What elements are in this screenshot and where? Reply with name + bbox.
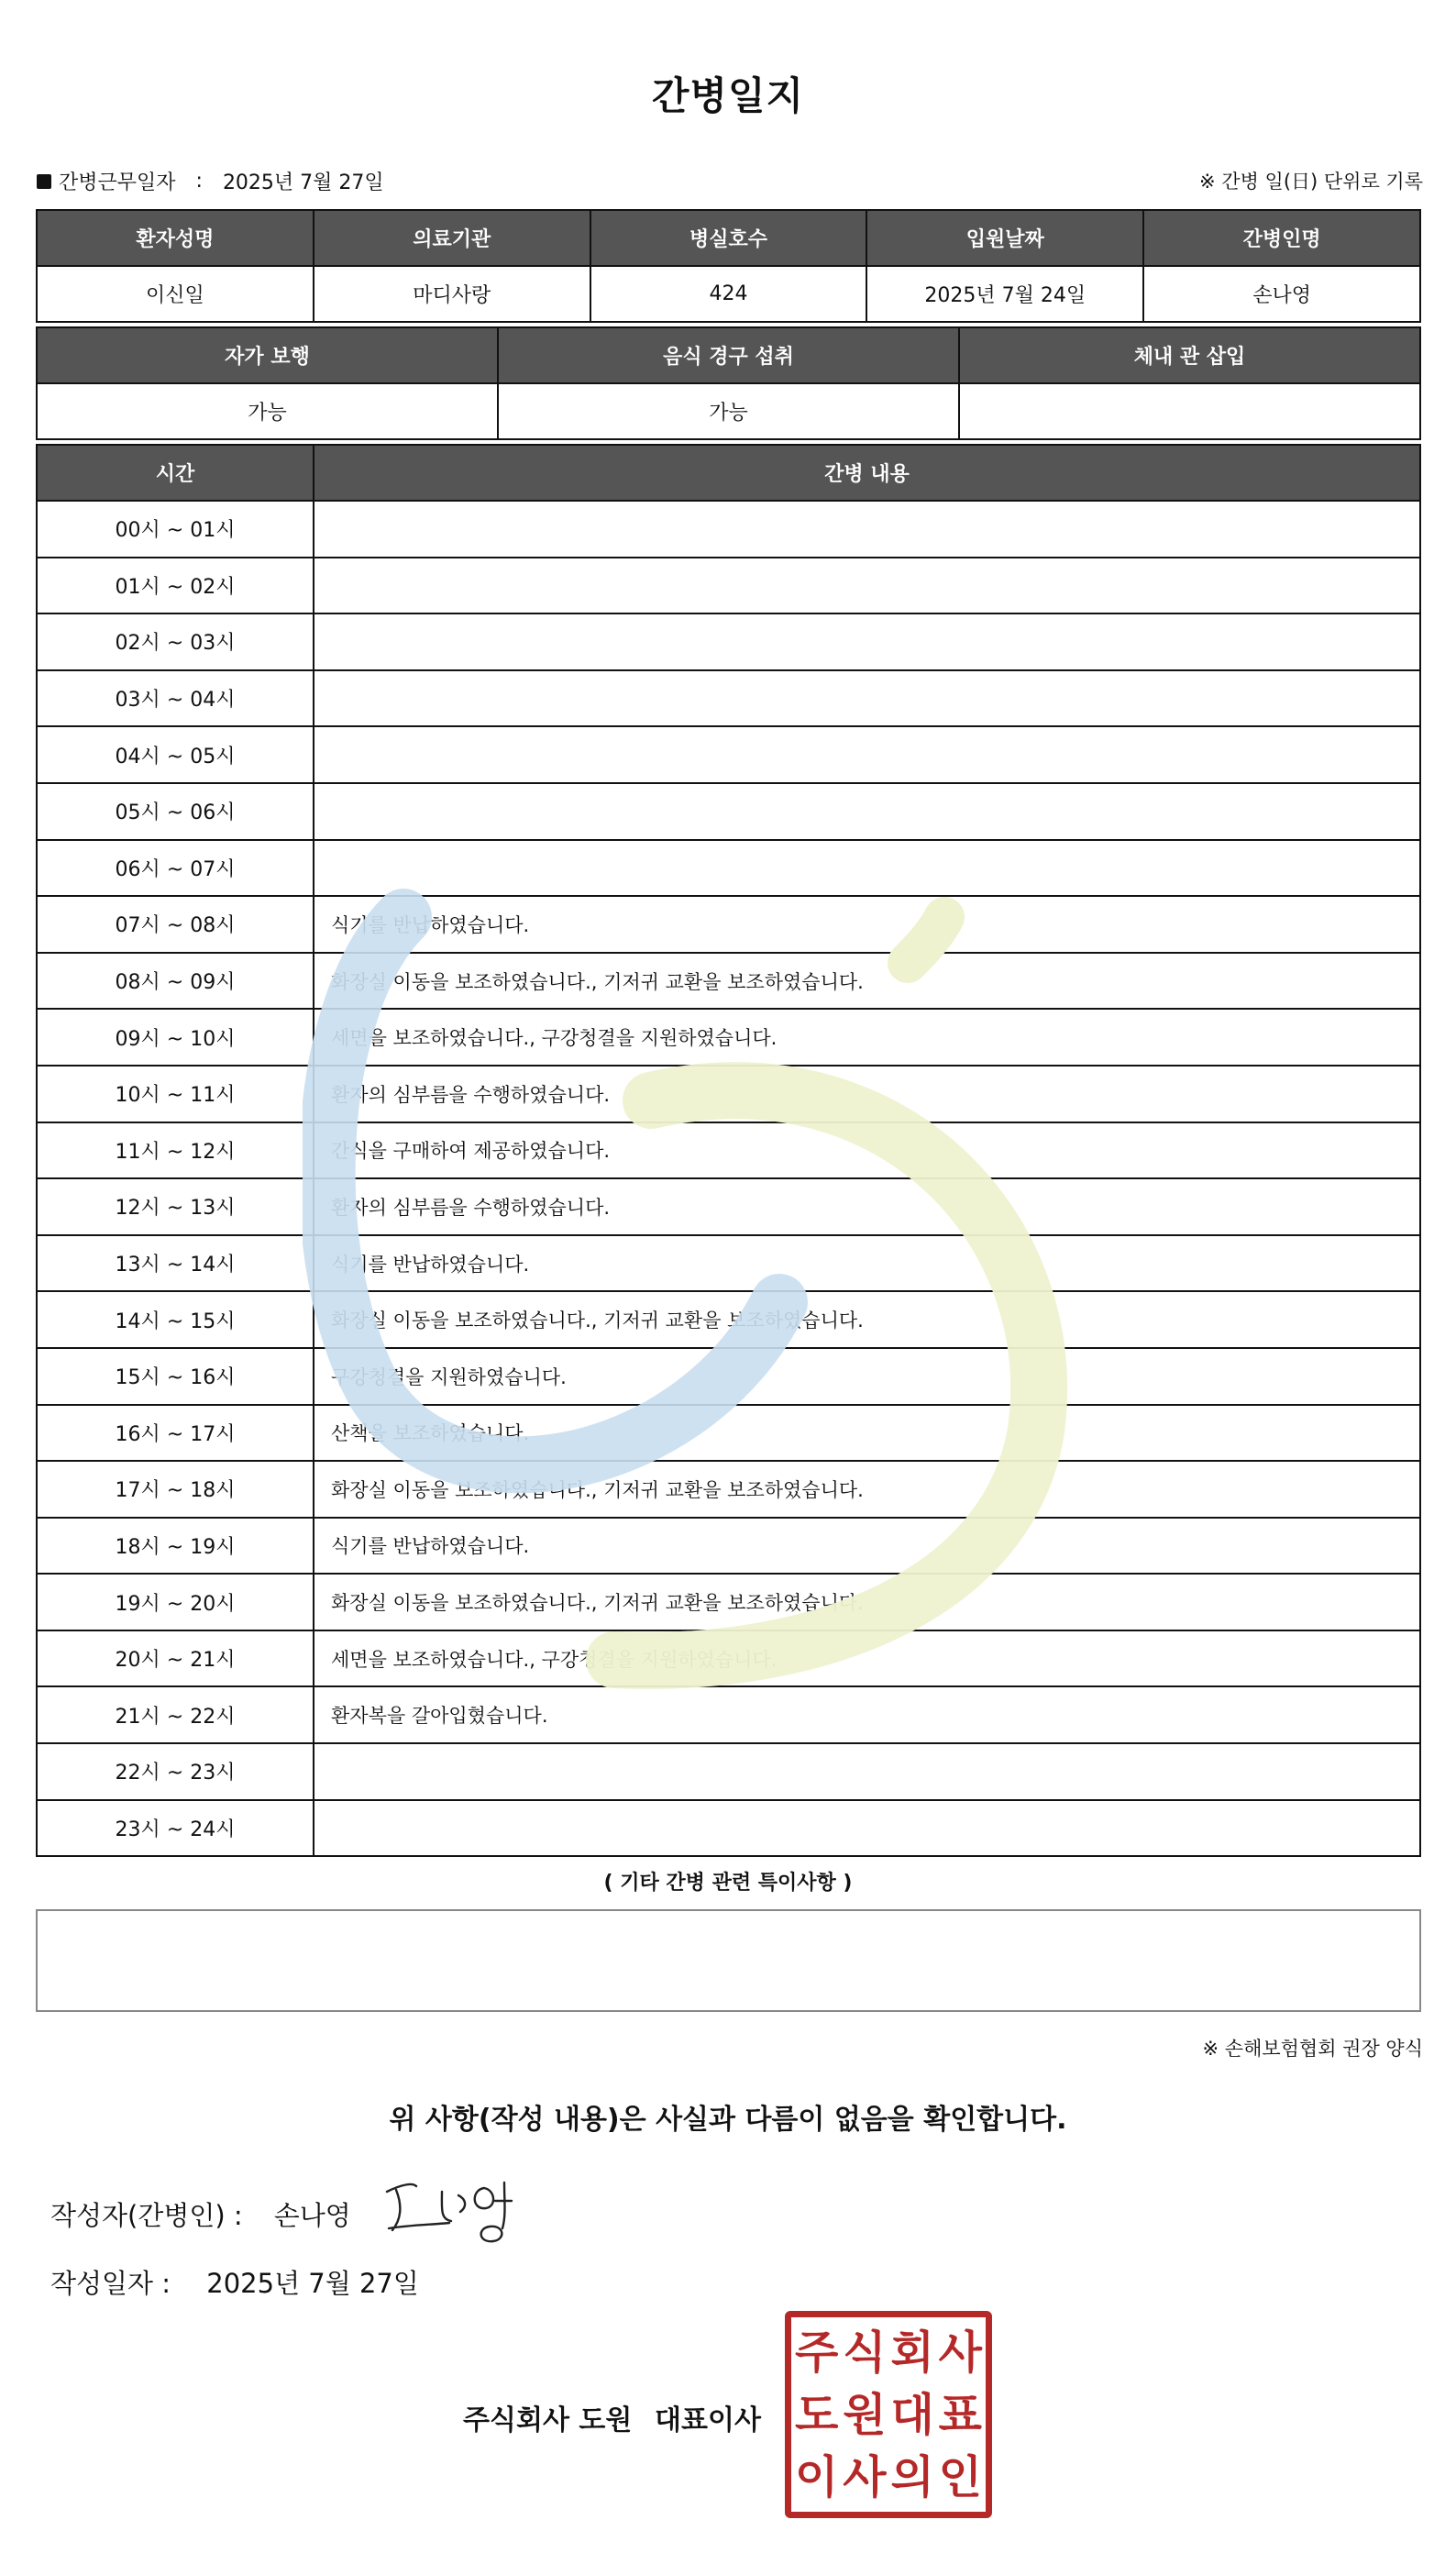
log-row [37,896,1420,953]
log-header-content: 간병 내용 [314,445,1420,501]
company-seal-stamp [785,2311,992,2518]
status-oral-intake: 가능 [498,383,959,439]
log-content [314,1800,1420,1857]
remarks-box [36,1909,1421,2012]
log-time: 13시 ~ 14시 [37,1235,314,1292]
company-name: 주식회사 도원 [463,2404,633,2437]
info-value-row [37,266,1420,322]
log-time: 06시 ~ 07시 [37,840,314,897]
log-row [37,1178,1420,1235]
log-row [37,1630,1420,1687]
log-time: 08시 ~ 09시 [37,953,314,1010]
log-row [37,1743,1420,1800]
log-row [37,953,1420,1010]
log-row [37,1066,1420,1122]
log-time: 20시 ~ 21시 [37,1630,314,1687]
log-content: 산책을 보조하였습니다. [314,1405,1420,1462]
work-date-separator: : [195,170,203,193]
log-time: 18시 ~ 19시 [37,1518,314,1575]
log-row [37,613,1420,670]
patient-info-table [36,209,1421,323]
seal-character: 이 [795,2450,839,2503]
seal-character: 인 [938,2450,982,2503]
seal-character: 원 [843,2388,887,2441]
log-content: 식기를 반납하였습니다. [314,1518,1420,1575]
log-time: 23시 ~ 24시 [37,1800,314,1857]
log-row [37,670,1420,727]
log-time: 17시 ~ 18시 [37,1461,314,1518]
seal-character: 도 [795,2388,839,2441]
log-row [37,1348,1420,1405]
log-time: 16시 ~ 17시 [37,1405,314,1462]
remarks-title: ( 기타 간병 관련 특이사항 ) [603,1872,853,1895]
seal-character: 표 [938,2388,982,2441]
seal-line-3 [795,2448,982,2506]
log-time: 19시 ~ 20시 [37,1574,314,1630]
seal-character: 식 [843,2326,887,2379]
info-hospital: 마디사랑 [314,266,590,322]
log-header-time: 시간 [37,445,314,501]
confirmation-statement: 위 사항(작성 내용)은 사실과 다름이 없음을 확인합니다. [389,2104,1067,2136]
seal-line-1 [795,2323,982,2382]
log-time: 10시 ~ 11시 [37,1066,314,1122]
info-header-patient-name: 환자성명 [37,210,314,266]
log-row [37,783,1420,840]
log-time: 09시 ~ 10시 [37,1009,314,1066]
seal-character: 회 [890,2326,934,2379]
log-content [314,501,1420,558]
care-log-table [36,444,1421,1857]
log-content: 세면을 보조하였습니다., 구강청결을 지원하였습니다. [314,1630,1420,1687]
page-title: 간병일지 [651,73,805,118]
log-time: 07시 ~ 08시 [37,896,314,953]
log-row [37,1686,1420,1743]
written-date-line [50,2263,419,2301]
info-header-caregiver: 간병인명 [1143,210,1420,266]
log-content: 환자의 심부름을 수행하였습니다. [314,1066,1420,1122]
seal-character: 사 [843,2450,887,2503]
log-row [37,1518,1420,1575]
written-date-value: 2025년 7월 27일 [206,2268,419,2299]
info-admission-date: 2025년 7월 24일 [866,266,1143,322]
info-header-admission-date: 입원날짜 [866,210,1143,266]
seal-character: 사 [938,2326,982,2379]
log-time: 04시 ~ 05시 [37,726,314,783]
log-content [314,840,1420,897]
unit-note: ※ 간병 일(日) 단위로 기록 [1199,171,1423,193]
log-row [37,1574,1420,1630]
log-row [37,1009,1420,1066]
log-header-row [37,445,1420,501]
log-time: 21시 ~ 22시 [37,1686,314,1743]
log-content: 화장실 이동을 보조하였습니다., 기저귀 교환을 보조하였습니다. [314,1461,1420,1518]
log-content: 구강청결을 지원하였습니다. [314,1348,1420,1405]
status-walking: 가능 [37,383,498,439]
patient-status-table [36,326,1421,440]
handwritten-signature [376,2164,541,2251]
work-date-value: 2025년 7월 27일 [222,171,384,194]
log-row [37,501,1420,558]
status-header-walking: 자가 보행 [37,327,498,383]
written-date-label: 작성일자 : [50,2268,171,2299]
log-row [37,1122,1420,1179]
log-time: 14시 ~ 15시 [37,1291,314,1348]
log-content: 세면을 보조하였습니다., 구강청결을 지원하였습니다. [314,1009,1420,1066]
writer-label: 작성자(간병인) : [50,2200,243,2231]
ceo-title: 대표이사 [655,2404,761,2437]
log-content: 화장실 이동을 보조하였습니다., 기저귀 교환을 보조하였습니다. [314,1291,1420,1348]
bullet-square-icon [37,174,51,189]
log-content: 간식을 구매하여 제공하였습니다. [314,1122,1420,1179]
log-time: 03시 ~ 04시 [37,670,314,727]
log-content: 화장실 이동을 보조하였습니다., 기저귀 교환을 보조하였습니다. [314,953,1420,1010]
log-content: 식기를 반납하였습니다. [314,1235,1420,1292]
form-note: ※ 손해보험협회 권장 양식 [1202,2038,1423,2060]
log-time: 01시 ~ 02시 [37,558,314,614]
log-time: 05시 ~ 06시 [37,783,314,840]
log-content: 환자복을 갈아입혔습니다. [314,1686,1420,1743]
status-header-tube: 체내 관 삽입 [959,327,1420,383]
log-row [37,1235,1420,1292]
info-header-row [37,210,1420,266]
log-content: 식기를 반납하였습니다. [314,896,1420,953]
info-header-hospital: 의료기관 [314,210,590,266]
log-content [314,1743,1420,1800]
seal-character: 의 [890,2450,934,2503]
log-row [37,1800,1420,1857]
seal-character: 대 [890,2388,934,2441]
seal-character: 주 [795,2326,839,2379]
log-row [37,726,1420,783]
info-header-room: 병실호수 [590,210,867,266]
seal-line-2 [795,2385,982,2444]
status-tube [959,383,1420,439]
info-room: 424 [590,266,867,322]
log-row [37,840,1420,897]
log-time: 00시 ~ 01시 [37,501,314,558]
log-time: 02시 ~ 03시 [37,613,314,670]
work-date-label: 간병근무일자 [59,171,176,194]
status-header-oral-intake: 음식 경구 섭취 [498,327,959,383]
log-time: 12시 ~ 13시 [37,1178,314,1235]
log-time: 15시 ~ 16시 [37,1348,314,1405]
log-time: 22시 ~ 23시 [37,1743,314,1800]
info-patient-name: 이신일 [37,266,314,322]
log-time: 11시 ~ 12시 [37,1122,314,1179]
log-row [37,1405,1420,1462]
log-content [314,726,1420,783]
log-content: 환자의 심부름을 수행하였습니다. [314,1178,1420,1235]
log-content [314,613,1420,670]
work-date-line [37,167,384,195]
log-content [314,783,1420,840]
log-row [37,1461,1420,1518]
log-body [37,501,1420,1856]
log-content: 화장실 이동을 보조하였습니다., 기저귀 교환을 보조하였습니다. [314,1574,1420,1630]
writer-line [50,2195,351,2233]
info-caregiver: 손나영 [1143,266,1420,322]
log-row [37,558,1420,614]
status-header-row [37,327,1420,383]
log-content [314,670,1420,727]
log-row [37,1291,1420,1348]
status-value-row [37,383,1420,439]
log-content [314,558,1420,614]
writer-name: 손나영 [273,2200,351,2231]
